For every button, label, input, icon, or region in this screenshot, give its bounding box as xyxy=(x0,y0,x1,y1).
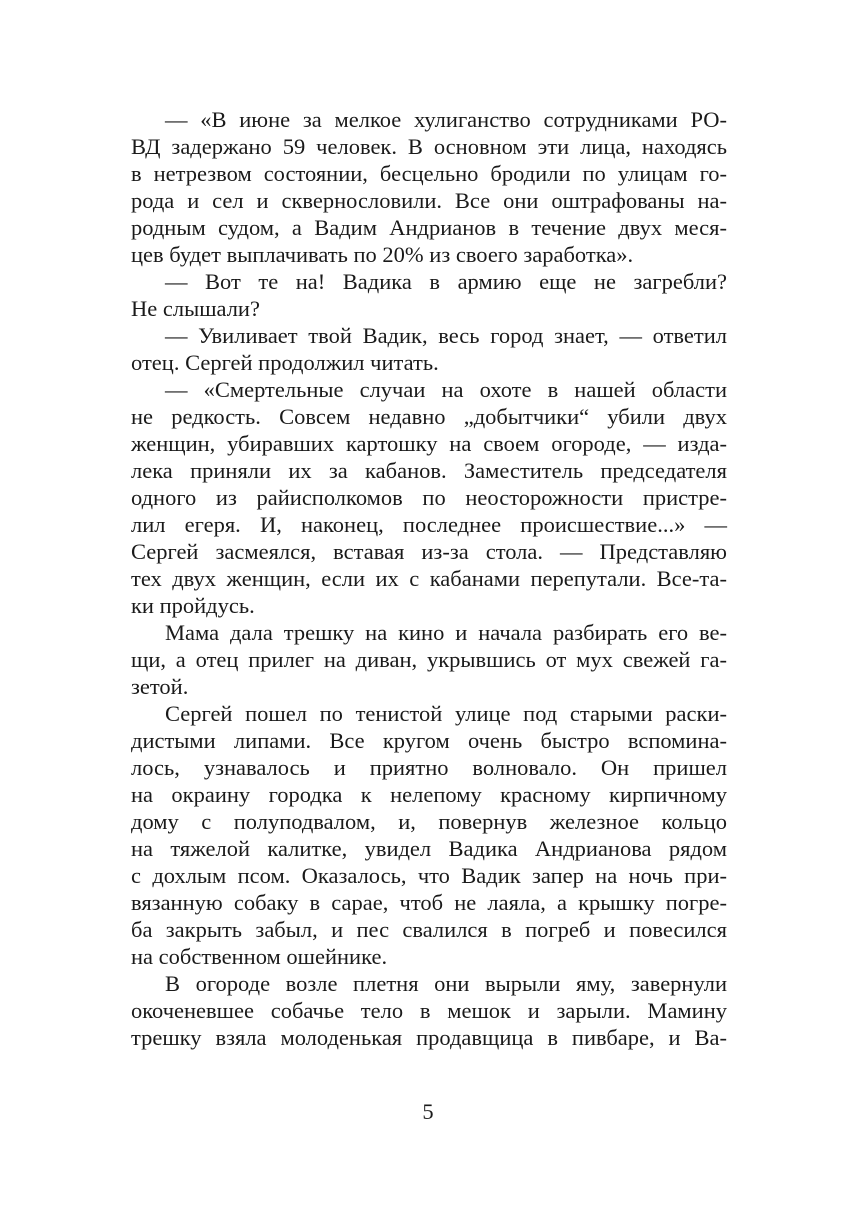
text-line: зетой. xyxy=(131,674,189,699)
text-line: не редкость. Совсем недавно „добытчики“ убили двух xyxy=(131,404,727,429)
text-line: цев будет выплачивать по 20% из своего заработка». xyxy=(131,242,634,267)
text-line: отец. Сергей продолжил читать. xyxy=(131,350,439,375)
text-line: Сергей пошел по тенистой улице под старыми раски- xyxy=(165,701,727,726)
text-line: — Вот те на! Вадика в армию еще не загребли? xyxy=(165,269,727,294)
text-line: окоченевшее собачье тело в мешок и зарыли. Мамину xyxy=(131,998,727,1023)
text-line: трешку взяла молоденькая продавщица в пивбаре, и Ва- xyxy=(131,1025,727,1050)
text-line: на окраину городка к нелепому красному кирпичному xyxy=(131,782,727,807)
text-line: — Увиливает твой Вадик, весь город знает, — ответил xyxy=(165,323,727,348)
text-line: ки пройдусь. xyxy=(131,593,255,618)
text-line: щи, а отец прилег на диван, укрывшись от мух свежей га- xyxy=(131,647,727,672)
text-line: лось, узнавалось и приятно волновало. Он пришел xyxy=(131,755,727,780)
text-line: лил егеря. И, наконец, последнее происшествие...» — xyxy=(131,512,727,537)
text-line: дистыми липами. Все кругом очень быстро вспомина- xyxy=(131,728,727,753)
text-line: с дохлым псом. Оказалось, что Вадик запер на ночь при- xyxy=(131,863,727,888)
text-line: — «Смертельные случаи на охоте в нашей области xyxy=(165,377,727,402)
page-number: 5 xyxy=(422,1099,434,1124)
text-line: Не слышали? xyxy=(131,296,260,321)
text-line: лека приняли их за кабанов. Заместитель председателя xyxy=(131,458,727,483)
text-line: рода и сел и сквернословили. Все они оштрафованы на- xyxy=(131,188,727,213)
text-line: ВД задержано 59 человек. В основном эти лица, находясь xyxy=(131,134,727,159)
text-line: женщин, убиравших картошку на своем огороде, — изда- xyxy=(131,431,727,456)
text-line: вязанную собаку в сарае, чтоб не лаяла, а крышку погре- xyxy=(131,890,727,915)
text-line: дому с полуподвалом, и, повернув железное кольцо xyxy=(131,809,727,834)
text-line: одного из райисполкомов по неосторожности пристре- xyxy=(131,485,727,510)
text-line: родным судом, а Вадим Андрианов в течение двух меся- xyxy=(131,215,727,240)
text-line: в нетрезвом состоянии, бесцельно бродили по улицам го- xyxy=(131,161,727,186)
text-line: В огороде возле плетня они вырыли яму, завернули xyxy=(165,971,727,996)
text-line: — «В июне за мелкое хулиганство сотрудниками РО- xyxy=(165,107,727,132)
body-text xyxy=(131,106,727,1051)
text-line: на тяжелой калитке, увидел Вадика Андрианова рядом xyxy=(131,836,727,861)
text-line: на собственном ошейнике. xyxy=(131,944,388,969)
text-line: тех двух женщин, если их с кабанами перепутали. Все-та- xyxy=(131,566,727,591)
text-line: Сергей засмеялся, вставая из-за стола. — Представляю xyxy=(131,539,727,564)
text-line: ба закрыть забыл, и пес свалился в погреб и повесился xyxy=(131,917,727,942)
text-line: Мама дала трешку на кино и начала разбирать его ве- xyxy=(165,620,727,645)
